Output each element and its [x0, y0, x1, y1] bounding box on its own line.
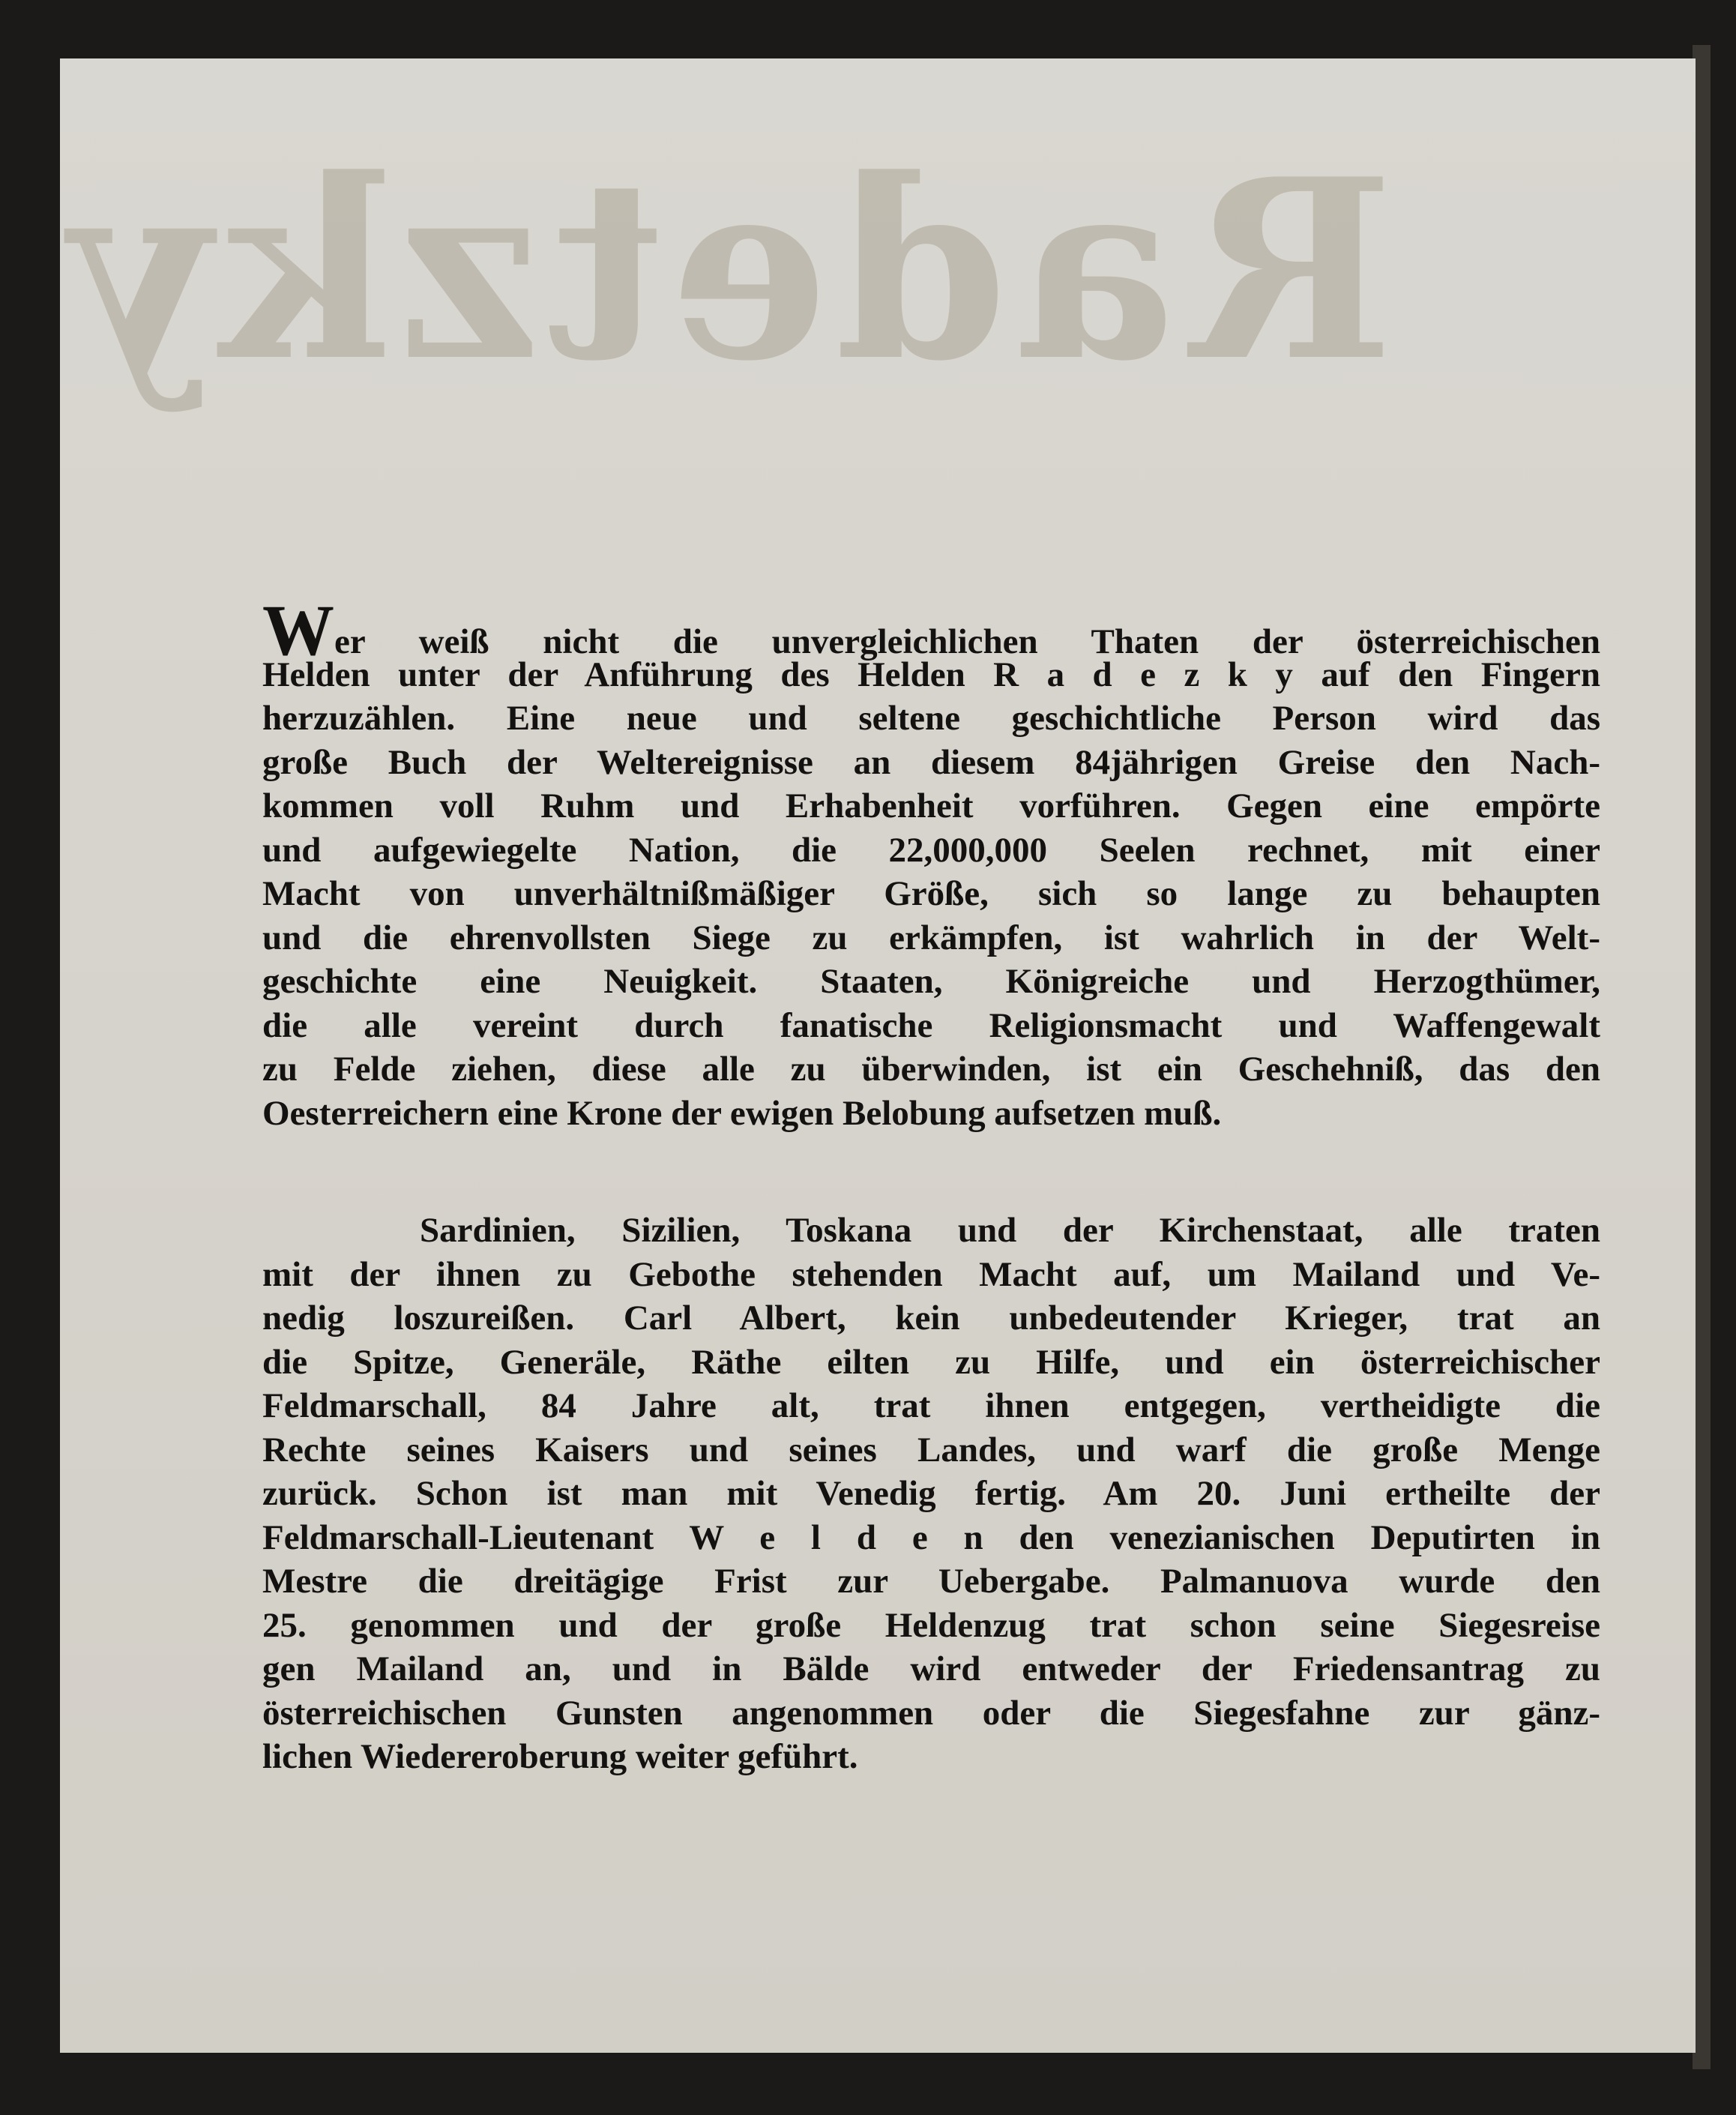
- text-line: lichen Wiedereroberung weiter geführt.: [262, 1737, 858, 1776]
- text-line: herzuzählen. Eine neue und seltene geschichtliche Person wird das: [262, 699, 1600, 738]
- text-line: österreichischen Gunsten angenommen oder die Siegesfahne zur gänz-: [262, 1693, 1600, 1733]
- paragraph-1: [262, 590, 1600, 1135]
- text-line: zurück. Schon ist man mit Venedig fertig. Am 20. Juni ertheilte der: [262, 1474, 1600, 1513]
- text-line: Rechte seines Kaisers und seines Landes, und warf die große Menge: [262, 1430, 1600, 1469]
- text-line: und die ehrenvollsten Siege zu erkämpfen, ist wahrlich in der Welt-: [262, 918, 1600, 957]
- show-through-text: Radetzky: [62, 124, 1394, 415]
- text-line: mit der ihnen zu Gebothe stehenden Macht auf, um Mailand und Ve-: [262, 1254, 1600, 1294]
- text-line: [262, 590, 1600, 670]
- text-line: Mestre die dreitägige Frist zur Uebergabe. Palmanuova wurde den: [262, 1562, 1600, 1601]
- text-line: 25. genommen und der große Heldenzug trat schon seine Siegesreise: [262, 1605, 1600, 1645]
- text-line: geschichte eine Neuigkeit. Staaten, Königreiche und Herzogthümer,: [262, 962, 1600, 1001]
- text-line: die Spitze, Generäle, Räthe eilten zu Hilfe, und ein österreichischer: [262, 1342, 1600, 1382]
- text-line: Oesterreichern eine Krone der ewigen Belobung aufsetzen muß.: [262, 1093, 1222, 1133]
- drop-cap: W: [262, 590, 334, 670]
- text-line: Feldmarschall-Lieutenant W e l d e n den venezianischen Deputirten in: [262, 1517, 1600, 1557]
- paragraph-2: [262, 1209, 1600, 1779]
- text-line: große Buch der Weltereignisse an diesem 84jährigen Greise den Nach-: [262, 742, 1600, 782]
- text-line: und aufgewiegelte Nation, die 22,000,000 Seelen rechnet, mit einer: [262, 830, 1600, 870]
- text-line: kommen voll Ruhm und Erhabenheit vorführen. Gegen eine empörte: [262, 786, 1600, 825]
- text-line: nedig loszureißen. Carl Albert, kein unbedeutender Krieger, trat an: [262, 1299, 1600, 1338]
- text-line: gen Mailand an, und in Bälde wird entweder der Friedensantrag zu: [262, 1649, 1600, 1688]
- text-line: Macht von unverhältnißmäßiger Größe, sich so lange zu behaupten: [262, 874, 1600, 913]
- text-line: die alle vereint durch fanatische Religionsmacht und Waffengewalt: [262, 1005, 1600, 1045]
- text-line: zu Felde ziehen, diese alle zu überwinden, ist ein Geschehniß, das den: [262, 1050, 1600, 1089]
- text-line-content: er weiß nicht die unvergleichlichen Thaten der österreichischen: [334, 622, 1600, 661]
- text-line: Sardinien, Sizilien, Toskana und der Kirchenstaat, alle traten: [420, 1211, 1600, 1250]
- text-line: Helden unter der Anführung des Helden R a d e z k y auf den Fingern: [262, 655, 1600, 694]
- text-line: Feldmarschall, 84 Jahre alt, trat ihnen entgegen, vertheidigte die: [262, 1386, 1600, 1425]
